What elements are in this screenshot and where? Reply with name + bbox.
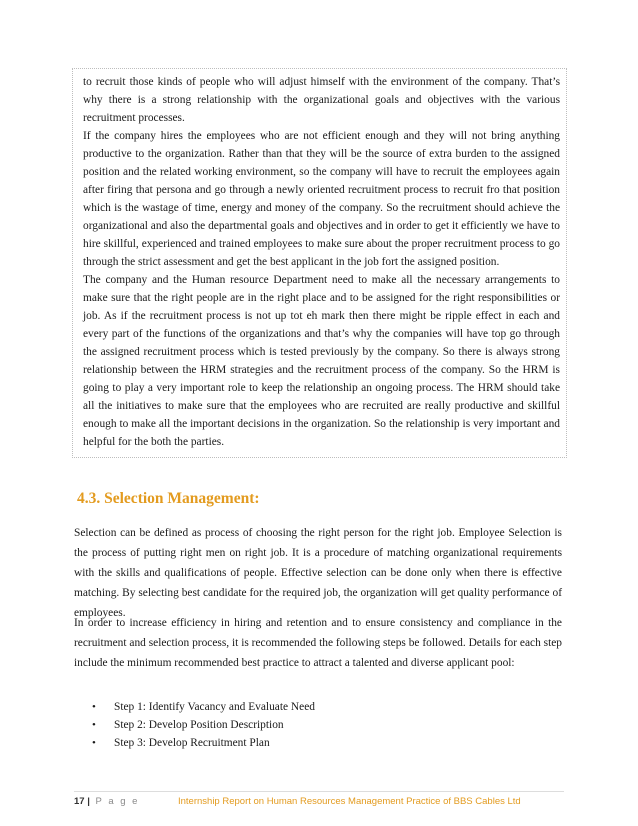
bullet-icon: • — [92, 719, 96, 731]
step-text: Step 2: Develop Position Description — [114, 719, 284, 731]
list-item — [90, 716, 315, 734]
page-footer — [74, 796, 521, 807]
block-paragraph-1: to recruit those kinds of people who will adjust himself with the environment of the company. That’s why there is a strong relationship with the organizational goals and objectives with the various recruitment processes. — [83, 76, 560, 124]
page-number: 17 — [74, 796, 85, 807]
report-title: Internship Report on Human Resources Management Practice of BBS Cables Ltd — [178, 796, 521, 807]
footer-divider — [74, 791, 564, 792]
bullet-icon: • — [92, 737, 96, 749]
step-text: Step 1: Identify Vacancy and Evaluate Need — [114, 701, 315, 713]
continued-text-block — [72, 68, 567, 458]
footer-separator: | — [87, 796, 90, 807]
step-text: Step 3: Develop Recruitment Plan — [114, 737, 270, 749]
selection-definition-paragraph: Selection can be defined as process of choosing the right person for the right job. Employee Selection is the process of putting right men on right job. It is a procedure of matching organizational requirements with the skills and qualifications of people. Effective selection can be done only when there is effective matching. By selecting best candidate for the required job, the organization will get quality performance of employees. — [74, 527, 562, 619]
page-label: P a g e — [95, 796, 140, 807]
bullet-icon: • — [92, 701, 96, 713]
selection-process-paragraph: In order to increase efficiency in hiring and retention and to ensure consistency and compliance in the recruitment and selection process, it is recommended the following steps be followed. Details for each step include the minimum recommended best practice to attract a talented and diverse applicant pool: — [74, 617, 562, 669]
section-heading: 4.3. Selection Management: — [77, 490, 260, 507]
list-item — [90, 698, 315, 716]
block-paragraph-2: If the company hires the employees who are not efficient enough and they will not bring anything productive to the organization. Rather than that they will be the source of extra burden to the assigned position and the related working environment, so the company will have to recruit the employees again after firing that persona and go through a newly oriented recruitment process to recruit fro that position which is the wastage of time, energy and money of the company. So the recruitment should achieve the organizational and also the departmental goals and objectives and in order to get it efficiently we have to hire skillful, experienced and trained employees to make sure about the proper recruitment process to go through the strict assessment and get the best applicant in the job fort the assigned position. — [83, 130, 560, 268]
list-item — [90, 734, 315, 752]
block-paragraph-3: The company and the Human resource Department need to make all the necessary arrangements to make sure that the right people are in the right place and to be assigned for the right responsibilities or job. As if the recruitment process is not up tot eh mark then there might be ripple effect in each and every part of the functions of the organizations and that’s why the companies will have top go through the assigned recruitment process which is tested previously by the company. So there is always strong relationship between the HRM strategies and the recruitment process of the company. So the HRM is going to play a very important role to keep the relationship an ongoing process. The HRM should take all the initiatives to make sure that the employees who are recruited are really productive and skillful enough to make all the important decisions in the organization. So the relationship is very important and helpful for the both the parties. — [83, 274, 560, 448]
steps-list — [90, 698, 315, 752]
